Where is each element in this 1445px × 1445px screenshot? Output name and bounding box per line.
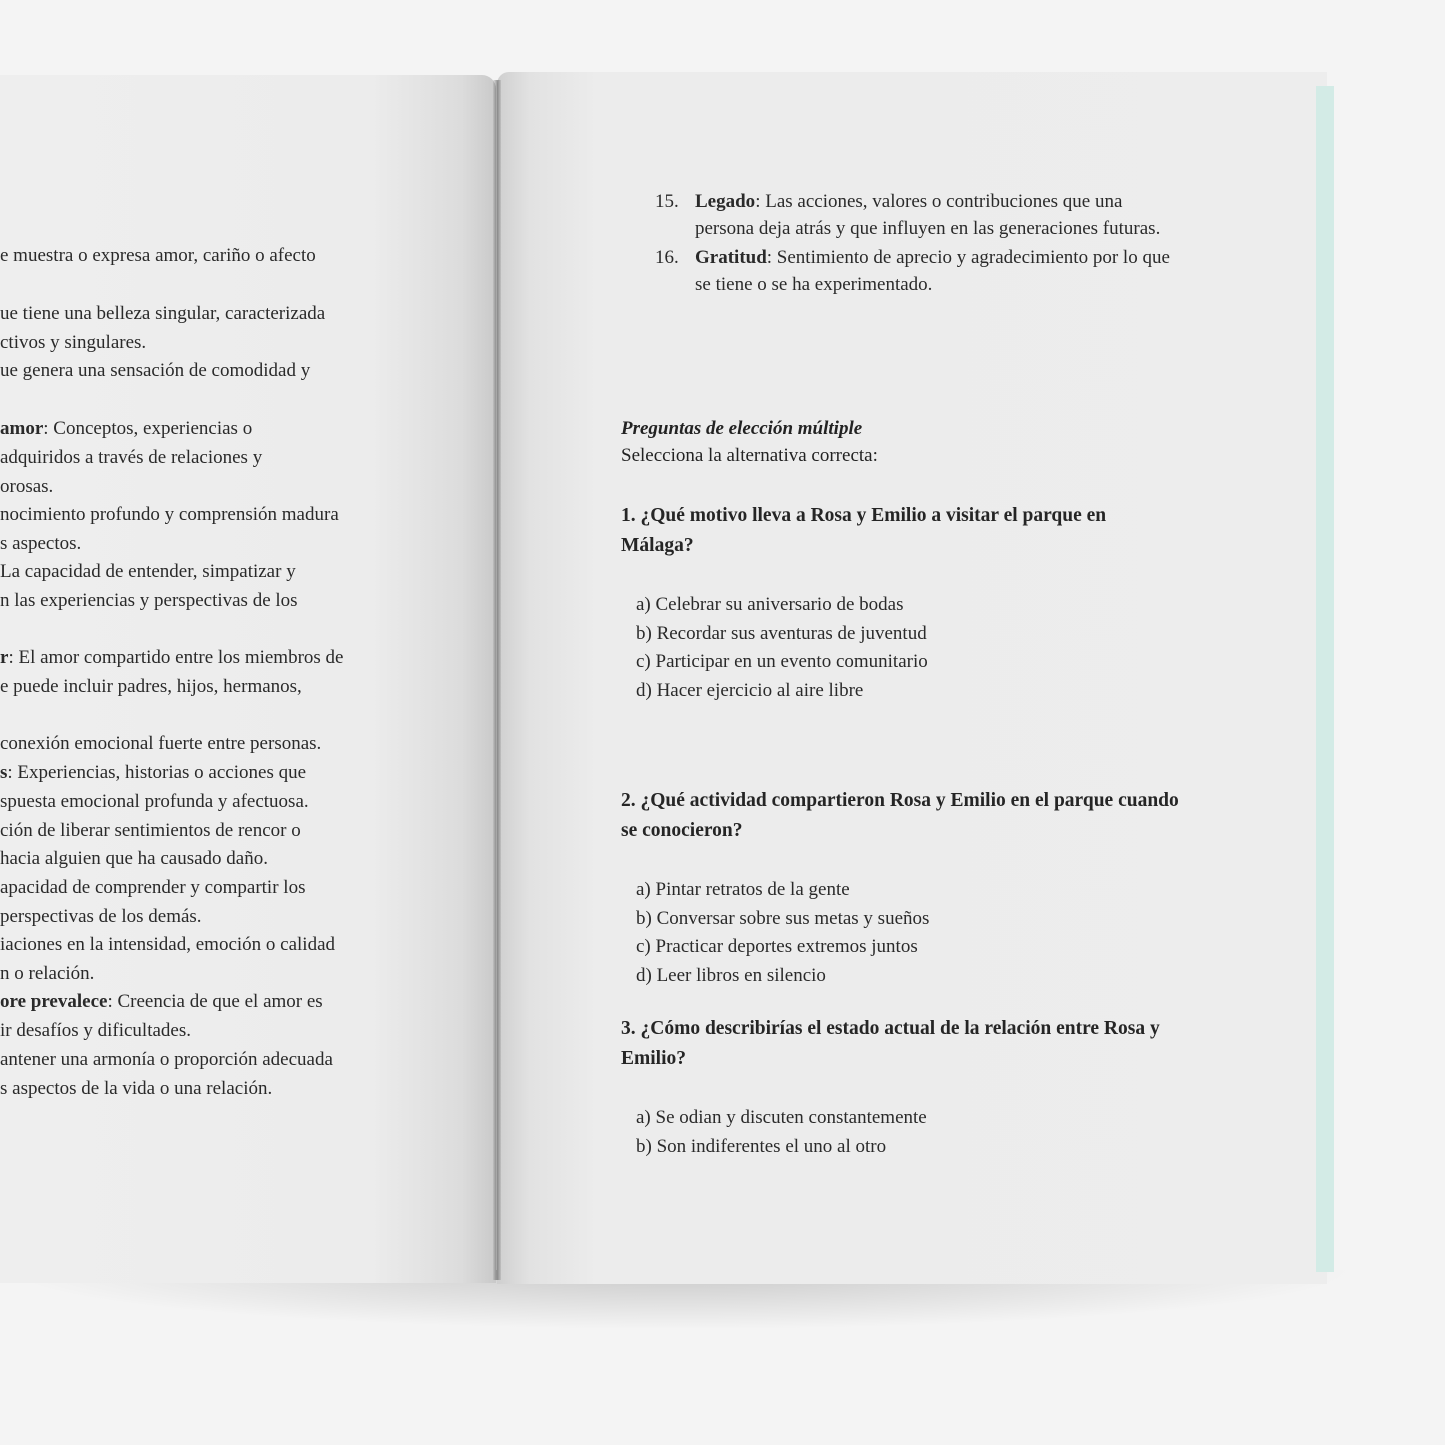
left-line: ore prevalece: Creencia de que el amor es [0, 991, 323, 1012]
definition-number: 16. [655, 247, 679, 268]
left-line: amor: Conceptos, experiencias o [0, 418, 253, 439]
option-item: b) Son indiferentes el uno al otro [636, 1135, 887, 1157]
question-text: 2. ¿Qué actividad compartieron Rosa y Emilio en el parque cuando se conocieron? [621, 790, 1179, 841]
left-line: adquiridos a través de relaciones y [0, 447, 263, 468]
option-item: a) Se odian y discuten constantemente [636, 1107, 927, 1128]
left-line: antener una armonía o proporción adecuada [0, 1049, 333, 1070]
option-item: a) Celebrar su aniversario de bodas [636, 594, 904, 615]
left-line: s aspectos de la vida o una relación. [0, 1078, 273, 1099]
section-title: Preguntas de elección múltiple [621, 418, 863, 439]
section-subtitle: Selecciona la alternativa correcta: [621, 445, 878, 466]
left-line: nocimiento profundo y comprensión madura [0, 504, 339, 525]
left-line: s: Experiencias, historias o acciones que [0, 762, 307, 783]
option-item: c) Practicar deportes extremos juntos [636, 936, 918, 958]
option-item: b) Conversar sobre sus metas y sueños [636, 907, 930, 929]
left-line: hacia alguien que ha causado daño. [0, 848, 268, 869]
option-item: d) Hacer ejercicio al aire libre [636, 679, 864, 701]
option-item: b) Recordar sus aventuras de juventud [636, 622, 927, 644]
left-line: perspectivas de los demás. [0, 906, 202, 927]
definition-term: Gratitud [695, 247, 767, 268]
left-line: ctivos y singulares. [0, 332, 147, 353]
left-line: spuesta emocional profunda y afectuosa. [0, 791, 309, 812]
left-line: orosas. [0, 476, 54, 497]
definition-text: : Sentimiento de aprecio y agradecimiento por lo que se tiene o se ha experimentado. [695, 247, 1170, 295]
left-line: s aspectos. [0, 533, 82, 554]
definition-list [655, 188, 1175, 300]
left-line: ción de liberar sentimientos de rencor o [0, 820, 301, 841]
left-line: iaciones en la intensidad, emoción o calidad [0, 934, 336, 955]
right-page [497, 72, 1327, 1284]
question-text: 3. ¿Cómo describirías el estado actual de la relación entre Rosa y Emilio? [621, 1018, 1160, 1069]
left-line: e puede incluir padres, hijos, hermanos, [0, 676, 302, 697]
left-line: ir desafíos y dificultades. [0, 1020, 192, 1041]
definition-item [655, 188, 1175, 242]
cover-edge [1316, 86, 1334, 1272]
option-list [636, 1104, 1181, 1161]
definition-item [655, 244, 1175, 298]
left-page-text [0, 75, 496, 1283]
left-line: apacidad de comprender y compartir los [0, 877, 306, 898]
left-line: r: El amor compartido entre los miembros de [0, 647, 344, 668]
question-1 [621, 501, 1181, 705]
left-line: n las experiencias y perspectivas de los [0, 590, 298, 611]
left-line: conexión emocional fuerte entre personas. [0, 733, 322, 754]
option-item: a) Pintar retratos de la gente [636, 879, 850, 900]
option-list [636, 591, 1181, 705]
definition-text: : Las acciones, valores o contribuciones que una persona deja atrás y que influyen en las generaciones futuras. [695, 191, 1161, 239]
option-item: d) Leer libros en silencio [636, 964, 826, 986]
left-line: n o relación. [0, 963, 95, 984]
book-spine [493, 80, 501, 1280]
left-page [0, 75, 496, 1283]
question-3 [621, 1014, 1181, 1161]
left-line: ue tiene una belleza singular, caracterizada [0, 303, 326, 324]
definition-number: 15. [655, 191, 679, 212]
section-header [621, 415, 1181, 469]
definition-term: Legado [695, 191, 756, 212]
left-line: e muestra o expresa amor, cariño o afecto [0, 245, 316, 266]
left-line: La capacidad de entender, simpatizar y [0, 561, 296, 582]
left-line: ue genera una sensación de comodidad y [0, 360, 311, 381]
option-item: c) Participar en un evento comunitario [636, 651, 928, 673]
question-2 [621, 786, 1181, 990]
question-text: 1. ¿Qué motivo lleva a Rosa y Emilio a visitar el parque en Málaga? [621, 505, 1107, 556]
option-list [636, 876, 1181, 990]
